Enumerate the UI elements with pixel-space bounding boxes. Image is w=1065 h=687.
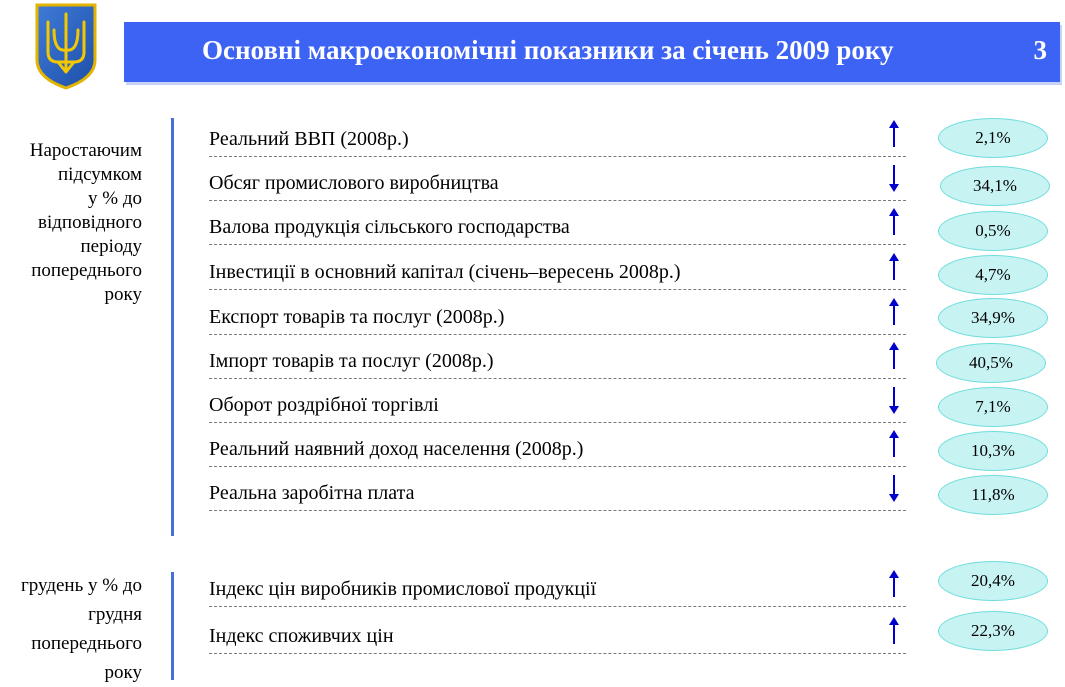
indicator-label: Експорт товарів та послуг (2008р.)	[209, 306, 505, 328]
arrow-up-icon	[888, 570, 900, 598]
value-badge: 34,1%	[940, 166, 1050, 206]
table-row	[209, 334, 906, 379]
table-row	[209, 562, 906, 607]
coat-of-arms-icon	[34, 2, 98, 90]
page-title: Основні макроекономічні показники за січень 2009 року	[202, 35, 894, 65]
value-badge: 11,8%	[938, 475, 1048, 515]
arrow-up-icon	[888, 120, 900, 148]
section-divider-bar	[171, 118, 174, 536]
value-badge: 20,4%	[938, 561, 1048, 601]
table-row	[209, 422, 906, 467]
indicator-label: Індекс споживчих цін	[209, 625, 394, 647]
indicator-label: Реальна заробітна плата	[209, 482, 415, 504]
indicator-label: Реальний ВВП (2008р.)	[209, 128, 409, 150]
value-badge: 2,1%	[938, 118, 1048, 158]
table-row	[209, 378, 906, 423]
table-row	[209, 200, 906, 245]
table-row	[209, 245, 906, 290]
page-number: 3	[1033, 35, 1047, 65]
indicator-label: Обсяг промислового виробництва	[209, 172, 499, 194]
value-badge: 10,3%	[938, 431, 1048, 471]
table-row	[209, 609, 906, 654]
table-row	[209, 112, 906, 157]
indicator-label: Реальний наявний доход населення (2008р.)	[209, 438, 584, 460]
indicator-label: Оборот роздрібної торгівлі	[209, 394, 439, 416]
value-badge: 7,1%	[938, 387, 1048, 427]
value-badge: 40,5%	[936, 343, 1046, 383]
indicator-label: Валова продукція сільського господарства	[209, 216, 570, 238]
table-row	[209, 466, 906, 511]
table-row	[209, 290, 906, 335]
arrow-up-icon	[888, 253, 900, 281]
arrow-up-icon	[888, 617, 900, 645]
section-divider-bar	[171, 572, 174, 680]
section-label-cumulative: Наростаючим підсумком у % до відповідного періоду попереднього року	[29, 140, 142, 305]
arrow-up-icon	[888, 208, 900, 236]
header-bar	[124, 22, 1060, 82]
section-label-december: грудень у % до грудня попереднього року	[20, 575, 142, 683]
indicator-label: Індекс цін виробників промислової продукції	[209, 578, 597, 600]
arrow-up-icon	[888, 298, 900, 326]
value-badge: 34,9%	[938, 298, 1048, 338]
value-badge: 0,5%	[938, 211, 1048, 251]
table-row	[209, 156, 906, 201]
arrow-up-icon	[888, 342, 900, 370]
value-badge: 22,3%	[938, 611, 1048, 651]
value-badge: 4,7%	[938, 255, 1048, 295]
arrow-up-icon	[888, 430, 900, 458]
arrow-down-icon	[888, 386, 900, 414]
indicator-label: Імпорт товарів та послуг (2008р.)	[209, 350, 494, 372]
arrow-down-icon	[888, 164, 900, 192]
indicator-label: Інвестиції в основний капітал (січень–вересень 2008р.)	[209, 261, 681, 283]
arrow-down-icon	[888, 474, 900, 502]
